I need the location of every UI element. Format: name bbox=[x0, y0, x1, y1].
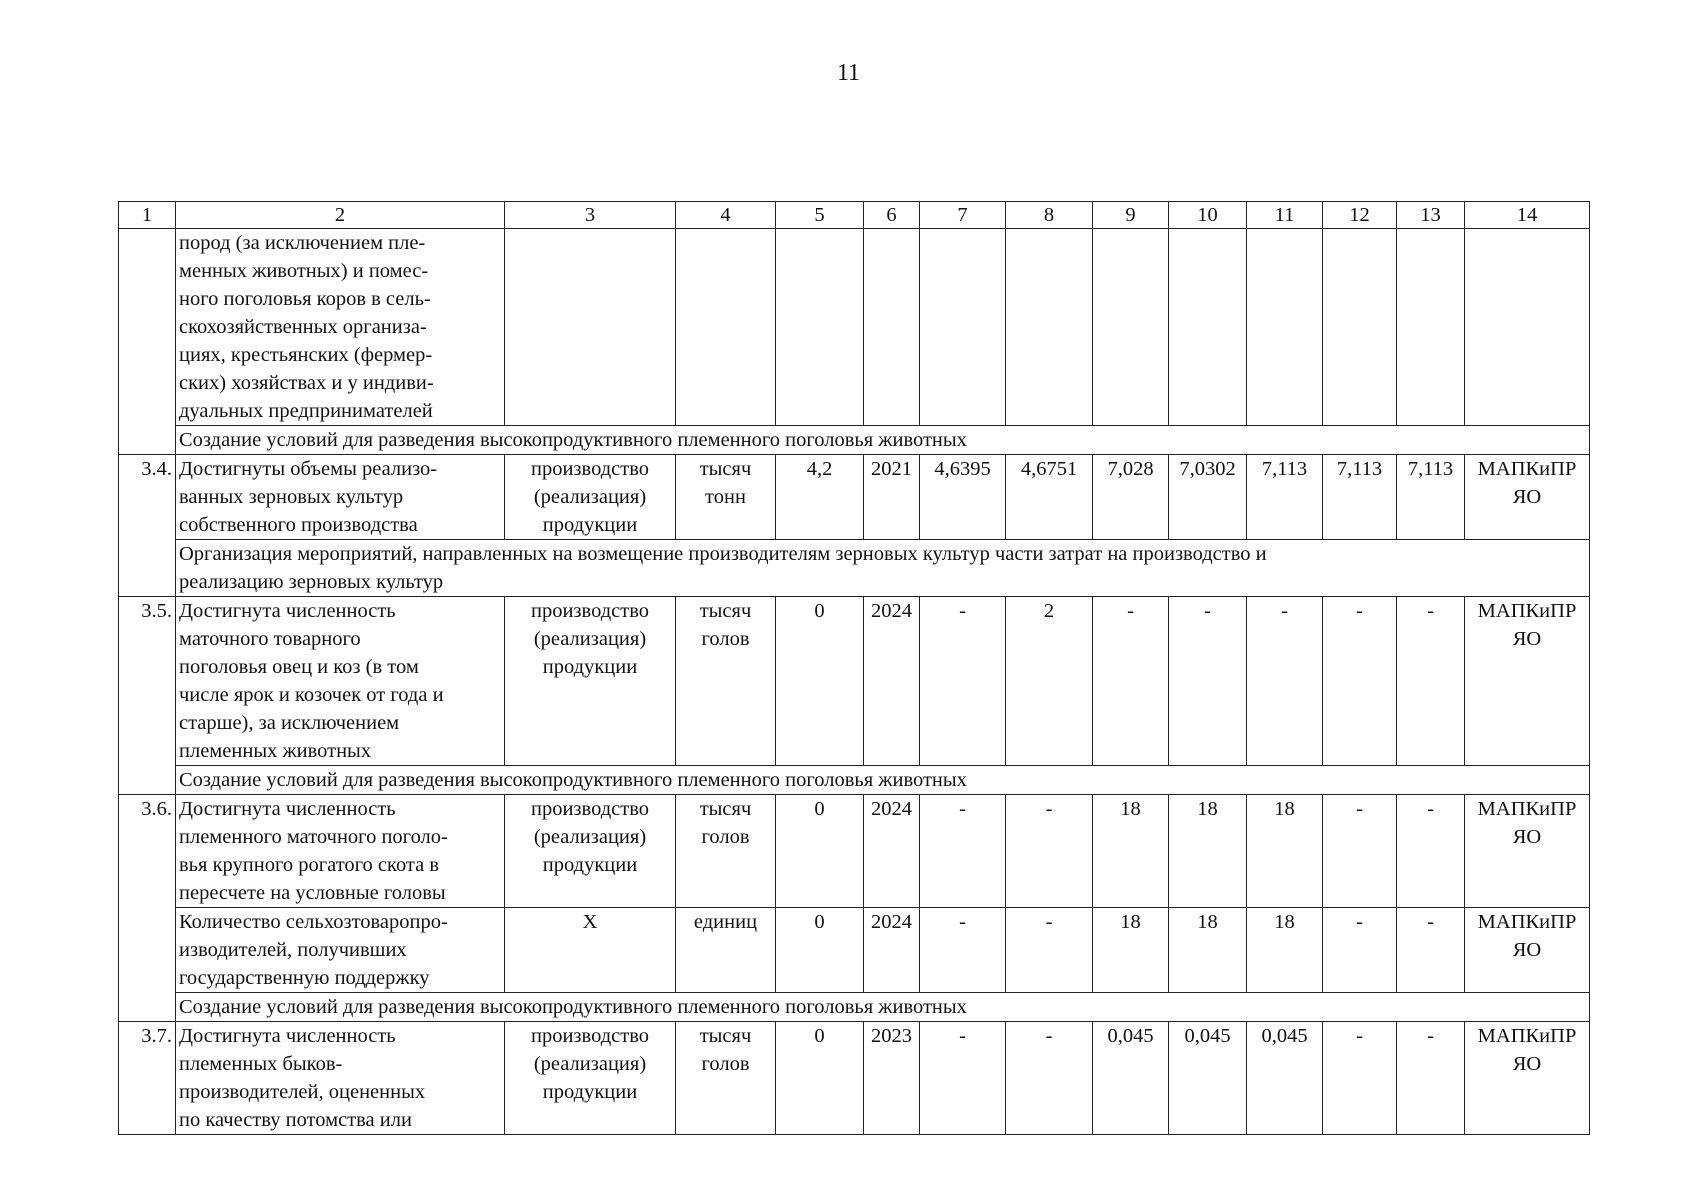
base-value-cell: 0 bbox=[776, 795, 864, 908]
value-cell: 0,045 bbox=[1169, 1022, 1247, 1135]
value-cell: - bbox=[1169, 597, 1247, 766]
header-cell: 4 bbox=[676, 202, 776, 229]
header-cell: 9 bbox=[1093, 202, 1169, 229]
indicator-number: 3.4. bbox=[119, 455, 176, 597]
responsible-cell: МАПКиПР ЯО bbox=[1465, 597, 1590, 766]
value-cell: - bbox=[1247, 597, 1323, 766]
base-year-cell: 2024 bbox=[864, 597, 920, 766]
indicator-description: Достигнута численность племенного маточного поголо- вья крупного рогатого скота в пересчете на условные головы bbox=[176, 795, 505, 908]
value-cell: - bbox=[1006, 795, 1093, 908]
value-cell: - bbox=[920, 597, 1006, 766]
indicator-row bbox=[119, 795, 1590, 908]
value-cell: - bbox=[1323, 795, 1397, 908]
value-cell: 18 bbox=[1093, 908, 1169, 993]
unit-cell: тысяч голов bbox=[676, 795, 776, 908]
task-row bbox=[119, 993, 1590, 1022]
indicator-type: производство (реализация) продукции bbox=[505, 795, 676, 908]
indicator-description: Достигнуты объемы реализо- ванных зерновых культур собственного производства bbox=[176, 455, 505, 540]
value-cell: 18 bbox=[1247, 795, 1323, 908]
value-cell: 7,113 bbox=[1323, 455, 1397, 540]
indicator-type: Х bbox=[505, 908, 676, 993]
indicator-row bbox=[119, 597, 1590, 766]
indicator-number: 3.6. bbox=[119, 795, 176, 1022]
base-value-cell: 4,2 bbox=[776, 455, 864, 540]
task-description: Создание условий для разведения высокопродуктивного племенного поголовья животных bbox=[176, 766, 1590, 795]
page-number: 11 bbox=[836, 60, 861, 86]
header-cell: 2 bbox=[176, 202, 505, 229]
value-cell: - bbox=[1006, 908, 1093, 993]
base-value-cell: 0 bbox=[776, 597, 864, 766]
value-cell: 7,028 bbox=[1093, 455, 1169, 540]
base-year-cell: 2023 bbox=[864, 1022, 920, 1135]
indicator-description: пород (за исключением пле- менных животных) и помес- ного поголовья коров в сель- скохозяйственных организа- циях, крестьянских (фермер- ских) хозяйствах и у индиви- дуальных предпринимателей bbox=[176, 229, 505, 426]
header-cell: 13 bbox=[1397, 202, 1465, 229]
indicator-number: 3.5. bbox=[119, 597, 176, 795]
table-row-continuation bbox=[119, 229, 1590, 426]
responsible-cell: МАПКиПР ЯО bbox=[1465, 1022, 1590, 1135]
value-cell: - bbox=[1397, 908, 1465, 993]
indicator-type: производство (реализация) продукции bbox=[505, 597, 676, 766]
unit-cell: единиц bbox=[676, 908, 776, 993]
task-description: Организация мероприятий, направленных на возмещение производителям зерновых культур части затрат на производство и реализацию зерновых культур bbox=[176, 540, 1590, 597]
header-cell: 7 bbox=[920, 202, 1006, 229]
indicator-type: производство (реализация) продукции bbox=[505, 455, 676, 540]
value-cell: - bbox=[920, 908, 1006, 993]
indicator-row bbox=[119, 455, 1590, 540]
value-cell: - bbox=[1323, 597, 1397, 766]
value-cell: - bbox=[1397, 795, 1465, 908]
responsible-cell: МАПКиПР ЯО bbox=[1465, 455, 1590, 540]
indicator-type: производство (реализация) продукции bbox=[505, 1022, 676, 1135]
task-description: Создание условий для разведения высокопродуктивного племенного поголовья животных bbox=[176, 993, 1590, 1022]
task-description: Создание условий для разведения высокопродуктивного племенного поголовья животных bbox=[176, 426, 1590, 455]
header-cell: 5 bbox=[776, 202, 864, 229]
responsible-cell: МАПКиПР ЯО bbox=[1465, 908, 1590, 993]
value-cell: 7,113 bbox=[1247, 455, 1323, 540]
value-cell: - bbox=[920, 795, 1006, 908]
base-year-cell: 2024 bbox=[864, 908, 920, 993]
value-cell: - bbox=[1093, 597, 1169, 766]
indicators-table bbox=[118, 201, 1590, 1135]
responsible-cell: МАПКиПР ЯО bbox=[1465, 795, 1590, 908]
base-year-cell: 2021 bbox=[864, 455, 920, 540]
value-cell: 0,045 bbox=[1247, 1022, 1323, 1135]
indicator-row bbox=[119, 908, 1590, 993]
value-cell: 7,113 bbox=[1397, 455, 1465, 540]
value-cell: - bbox=[1006, 1022, 1093, 1135]
value-cell: - bbox=[1323, 908, 1397, 993]
base-value-cell: 0 bbox=[776, 908, 864, 993]
unit-cell: тысяч голов bbox=[676, 597, 776, 766]
base-value-cell: 0 bbox=[776, 1022, 864, 1135]
header-row bbox=[119, 202, 1590, 229]
value-cell: 18 bbox=[1169, 795, 1247, 908]
indicator-description: Достигнута численность маточного товарного поголовья овец и коз (в том числе ярок и козочек от года и старше), за исключением племенных животных bbox=[176, 597, 505, 766]
header-cell: 1 bbox=[119, 202, 176, 229]
base-year-cell: 2024 bbox=[864, 795, 920, 908]
header-cell: 6 bbox=[864, 202, 920, 229]
value-cell: 7,0302 bbox=[1169, 455, 1247, 540]
value-cell: 4,6395 bbox=[920, 455, 1006, 540]
unit-cell: тысяч тонн bbox=[676, 455, 776, 540]
indicator-number: 3.7. bbox=[119, 1022, 176, 1135]
header-cell: 8 bbox=[1006, 202, 1093, 229]
task-row bbox=[119, 540, 1590, 597]
value-cell: 18 bbox=[1093, 795, 1169, 908]
value-cell: 18 bbox=[1169, 908, 1247, 993]
task-row bbox=[119, 766, 1590, 795]
header-cell: 10 bbox=[1169, 202, 1247, 229]
indicator-description: Достигнута численность племенных быков- производителей, оцененных по качеству потомства или bbox=[176, 1022, 505, 1135]
number-cell bbox=[119, 229, 176, 455]
task-row bbox=[119, 426, 1590, 455]
value-cell: 2 bbox=[1006, 597, 1093, 766]
unit-cell: тысяч голов bbox=[676, 1022, 776, 1135]
value-cell: - bbox=[920, 1022, 1006, 1135]
header-cell: 14 bbox=[1465, 202, 1590, 229]
indicator-row bbox=[119, 1022, 1590, 1135]
value-cell: 0,045 bbox=[1093, 1022, 1169, 1135]
header-cell: 12 bbox=[1323, 202, 1397, 229]
value-cell: - bbox=[1323, 1022, 1397, 1135]
header-cell: 3 bbox=[505, 202, 676, 229]
value-cell: 4,6751 bbox=[1006, 455, 1093, 540]
value-cell: - bbox=[1397, 1022, 1465, 1135]
value-cell: - bbox=[1397, 597, 1465, 766]
indicator-description: Количество сельхозтоваропро- изводителей, получивших государственную поддержку bbox=[176, 908, 505, 993]
header-cell: 11 bbox=[1247, 202, 1323, 229]
value-cell: 18 bbox=[1247, 908, 1323, 993]
